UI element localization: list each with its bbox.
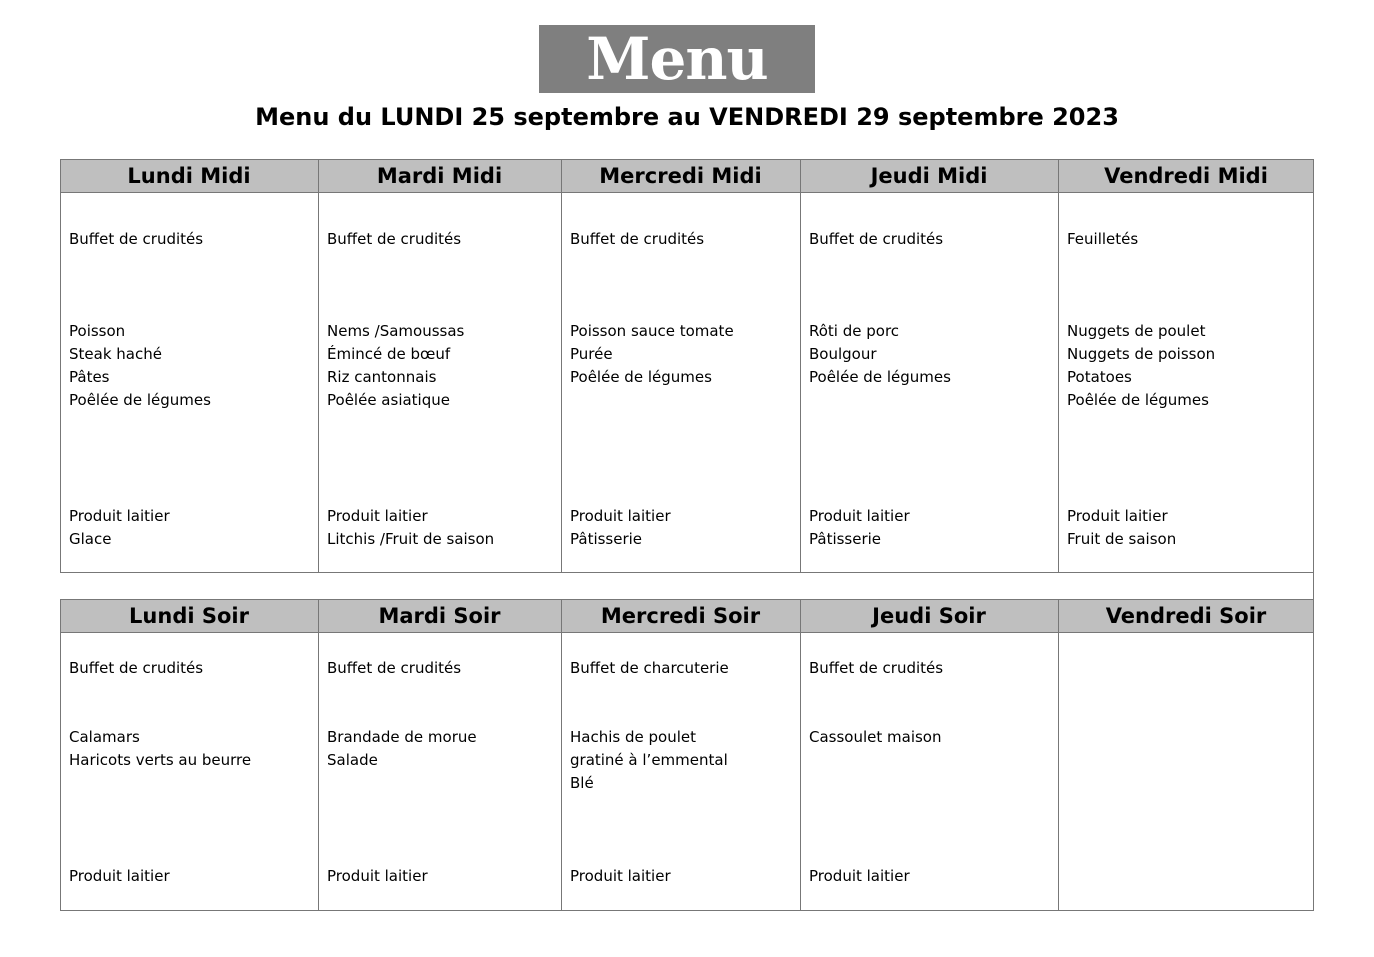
column-divider: [1058, 159, 1059, 573]
menu-item: Produit laitier: [570, 507, 671, 525]
midi-header-3: Mercredi Midi: [561, 159, 800, 192]
midi-plat-cell: [69, 320, 211, 412]
menu-item: Glace: [69, 530, 112, 548]
menu-item: Émincé de bœuf: [327, 345, 451, 363]
menu-item: Buffet de crudités: [570, 230, 705, 248]
midi-plat-cell: [327, 320, 464, 412]
soir-dessert-cell: [327, 865, 428, 888]
menu-item: Buffet de charcuterie: [570, 659, 729, 677]
midi-entree-cell: [327, 228, 461, 251]
menu-item: Hachis de poulet: [570, 728, 696, 746]
midi-entree-cell: [570, 228, 704, 251]
menu-item: Calamars: [69, 728, 140, 746]
menu-item: Buffet de crudités: [69, 230, 204, 248]
column-divider: [1058, 599, 1059, 911]
soir-entree-cell: [809, 657, 943, 680]
column-divider: [561, 159, 562, 573]
menu-item: Pâtisserie: [809, 530, 882, 548]
menu-item: Poisson: [69, 322, 126, 340]
header-border-bottom: [60, 632, 1314, 633]
midi-plat-cell: [1067, 320, 1215, 412]
menu-item: Produit laitier: [570, 867, 671, 885]
soir-header-5: Vendredi Soir: [1058, 599, 1314, 632]
midi-dessert-cell: [809, 505, 910, 551]
soir-entree-cell: [327, 657, 461, 680]
menu-item: Buffet de crudités: [809, 659, 944, 677]
menu-item: Poêlée de légumes: [809, 368, 951, 386]
menu-item: Buffet de crudités: [809, 230, 944, 248]
column-divider: [800, 599, 801, 911]
menu-item: Buffet de crudités: [327, 659, 462, 677]
midi-dessert-cell: [570, 505, 671, 551]
menu-item: Nuggets de poisson: [1067, 345, 1216, 363]
midi-dessert-cell: [1067, 505, 1176, 551]
midi-header-5: Vendredi Midi: [1058, 159, 1314, 192]
menu-item: Produit laitier: [809, 507, 910, 525]
menu-item: Salade: [327, 751, 378, 769]
menu-title: Menu: [586, 25, 768, 93]
midi-menu-table: [60, 159, 1314, 573]
menu-item: Litchis /Fruit de saison: [327, 530, 495, 548]
soir-header-3: Mercredi Soir: [561, 599, 800, 632]
midi-header-4: Jeudi Midi: [800, 159, 1058, 192]
column-divider: [561, 599, 562, 911]
column-divider: [1313, 159, 1314, 573]
soir-header-2: Mardi Soir: [318, 599, 561, 632]
midi-entree-cell: [809, 228, 943, 251]
soir-plat-cell: [570, 726, 728, 795]
menu-item: Pâtisserie: [570, 530, 643, 548]
menu-item: Poisson sauce tomate: [570, 322, 734, 340]
column-divider: [60, 599, 61, 911]
soir-header-4: Jeudi Soir: [800, 599, 1058, 632]
menu-item: Produit laitier: [327, 507, 428, 525]
table-border-bottom: [60, 910, 1314, 911]
menu-item: Pâtes: [69, 368, 110, 386]
menu-item: Blé: [570, 774, 594, 792]
menu-item: Steak haché: [69, 345, 162, 363]
menu-item: Poêlée de légumes: [69, 391, 211, 409]
menu-item: Buffet de crudités: [327, 230, 462, 248]
menu-item: Purée: [570, 345, 613, 363]
menu-item: Rôti de porc: [809, 322, 900, 340]
menu-item: Poêlée asiatique: [327, 391, 450, 409]
soir-entree-cell: [570, 657, 729, 680]
menu-item: Produit laitier: [69, 507, 170, 525]
soir-header-1: Lundi Soir: [60, 599, 318, 632]
midi-plat-cell: [809, 320, 951, 389]
menu-item: Haricots verts au beurre: [69, 751, 252, 769]
menu-item: Produit laitier: [327, 867, 428, 885]
menu-item: Feuilletés: [1067, 230, 1139, 248]
soir-plat-cell: [327, 726, 477, 772]
soir-plat-cell: [69, 726, 251, 772]
menu-item: Nuggets de poulet: [1067, 322, 1206, 340]
midi-dessert-cell: [69, 505, 170, 551]
table-border-top: [60, 599, 1314, 600]
menu-item: Produit laitier: [809, 867, 910, 885]
midi-header-1: Lundi Midi: [60, 159, 318, 192]
soir-plat-cell: [809, 726, 942, 749]
table-border-top: [60, 159, 1314, 160]
menu-subtitle: Menu du LUNDI 25 septembre au VENDREDI 29 septembre 2023: [255, 103, 1119, 131]
header-border-bottom: [60, 192, 1314, 193]
menu-item: Cassoulet maison: [809, 728, 942, 746]
table-spacer-border: [1313, 573, 1314, 599]
menu-item: gratiné à l’emmental: [570, 751, 728, 769]
column-divider: [800, 159, 801, 573]
soir-dessert-cell: [809, 865, 910, 888]
midi-plat-cell: [570, 320, 734, 389]
midi-entree-cell: [1067, 228, 1138, 251]
menu-item: Produit laitier: [1067, 507, 1168, 525]
column-divider: [318, 599, 319, 911]
midi-dessert-cell: [327, 505, 494, 551]
midi-header-2: Mardi Midi: [318, 159, 561, 192]
menu-item: Potatoes: [1067, 368, 1132, 386]
menu-item: Boulgour: [809, 345, 877, 363]
soir-menu-table: [60, 599, 1314, 911]
menu-item: Buffet de crudités: [69, 659, 204, 677]
menu-item: Nems /Samoussas: [327, 322, 465, 340]
table-border-bottom: [60, 572, 1314, 573]
menu-item: Riz cantonnais: [327, 368, 437, 386]
menu-item: Produit laitier: [69, 867, 170, 885]
column-divider: [1313, 599, 1314, 911]
soir-dessert-cell: [69, 865, 170, 888]
soir-dessert-cell: [570, 865, 671, 888]
menu-item: Fruit de saison: [1067, 530, 1177, 548]
menu-item: Brandade de morue: [327, 728, 477, 746]
column-divider: [60, 159, 61, 573]
soir-entree-cell: [69, 657, 203, 680]
menu-item: Poêlée de légumes: [1067, 391, 1209, 409]
midi-entree-cell: [69, 228, 203, 251]
menu-title-box: [539, 25, 815, 93]
column-divider: [318, 159, 319, 573]
menu-item: Poêlée de légumes: [570, 368, 712, 386]
